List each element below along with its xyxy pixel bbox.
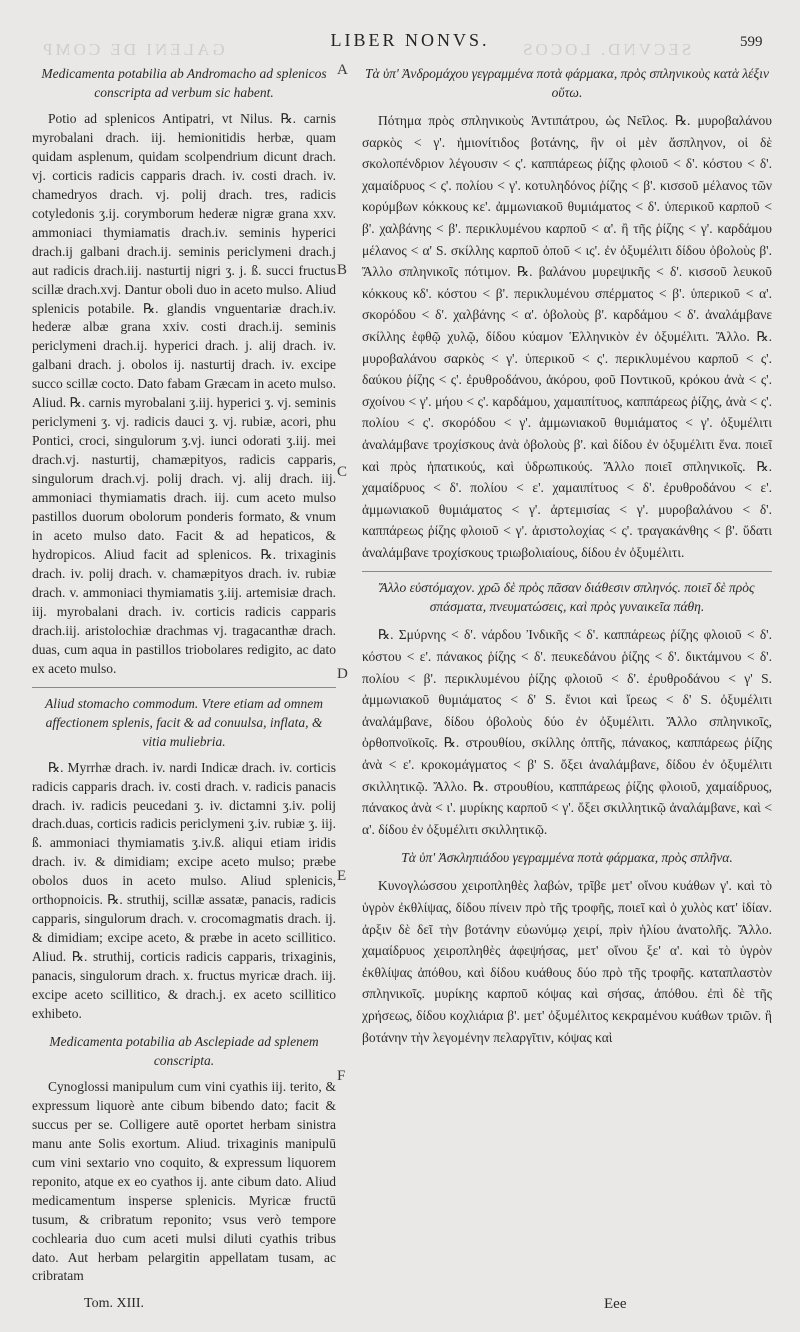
margin-letter: F — [337, 1068, 346, 1084]
divider — [32, 687, 336, 688]
running-title: LIBER NONVS. — [330, 30, 490, 50]
latin-column — [32, 64, 336, 1294]
margin-letter: E — [337, 868, 347, 884]
page-header — [0, 28, 800, 58]
greek-column — [362, 64, 772, 1056]
body-paragraph: Κυνογλώσσου χειροπληθὲς λαβών, τρῖβε μετ' οἴνου κυάθων γ'. καὶ τὸ ὑγρὸν ἐκθλίψας, δίδου πίνειν πρὸ τῆς τροφῆς, ποιεῖ καὶ ὁ χυλὸς κατ' ἰδίαν. ἀρξιν δὲ δεῖ τὴν βοτάνην εὐωνύμῳ χειρί, πρὶν ἡλίου ἀνατολῆς. Ἄλλο. χαμαίδρυος χειροπληθὲς ἀφεψήσας, μετ' οἴνου ξε' α'. καὶ τὸ ὑγρὸν ἐκθλίψας ἀπόθου, καὶ δίδου κυάθους δύο πρὸ τῆς τροφῆς. καταπλαστὸν σπληνικοῖς. μυρίκης καρποῦ κόψας καὶ σήσας, ἀπόθου. ἐπὶ δὲ τῆς χρήσεως, δίδου κοχλιάρια β'. μετ' ὀξυμέλιτος κεκραμένου κυάθων τριῶν. ἢ βοτάνην τὴν λεγομένην πελαργῖτιν, κόψας καὶ — [362, 878, 772, 1045]
margin-letter: A — [337, 62, 348, 78]
margin-letter: B — [337, 262, 348, 278]
section-heading: Aliud stomacho commodum. Vtere etiam ad omnem affectionem splenis, facit & ad conuulsa, inflata, & vitia muliebria. — [44, 695, 324, 749]
section-heading: Medicamenta potabilia ab Asclepiade ad splenem conscripta. — [49, 1033, 319, 1068]
body-paragraph: Potio ad splenicos Antipatri, vt Nilus. ℞. carnis myrobalani drach. iij. hemionitidis herbæ, quam quidam asplenum, quidam scolpendrium dicunt drach. vj. corticis radicis capparis drach. iv. costi drach. iv. chamedryos drach. vj. polij drach. tres, radicis cotyledonis ʒ.ij. corymborum hederæ nigræ grana xxv. ammoniaci thymiamatis drach.iv. seminis hyperici drach.ij galbani drach.ij. seminis periclymeni drach.j aut radicis drach.iij. nasturtij nigri ʒ. j. ß. succi fructus scillæ drach.xvj. Dantur oboli duo in aceto mulso. Aliud splenicis potabile. ℞. glandis vnguentariæ drach.iv. hederæ albæ grana xxiv. costi drach.ij. seminis periclymeni drach.ij. hyperici drach. j. alij drach. iv. galbani drach. j. obolos ij. nasturtij drach. iv. excipe succo scillæ cocto. Dato fabam Græcam in aceto mulso. Aliud. ℞. carnis myrobalani ʒ.iij. hyperici ʒ. vj. seminis periclymeni ʒ. vj. radicis dauci ʒ. vj. rubiæ, acori, phu Pontici, croci, singulorum ʒ.vj. iunci odorati ʒ.iij. mei drach.vj. nasturtij, chamæpityos, radicis capparis, singulorum drach.vj. polij drach. vj. alij drach. iij. ammoniaci thymiamatis drach. iij. cum aceto mulso pastillos duorum obolorum ponderis formato, & vnum in aceto mulso dato. Facit & ad hepaticos, & hydropicos. Aliud facit ad splenicos. ℞. trixaginis drach. iv. polij drach. v. chamæpityos drach. iv. rubiæ drach. v. ammoniaci thymiamatis ʒ.iij. artemisiæ drach. iij. myrobalani drach. iv. corticis radicis capparis drach.iij. aristolochiæ drachmas vj. tragacanthæ drach. duas, cum aqua in pastillos triobolares redigito, ac dato ex aceto mulso. — [32, 111, 336, 676]
volume-signature: Tom. XIII. — [84, 1296, 145, 1311]
page-number: 599 — [740, 34, 763, 50]
margin-letter: C — [337, 464, 348, 480]
body-paragraph: ℞. Myrrhæ drach. iv. nardi Indicæ drach. iv. corticis radicis capparis drach. iv. costi drach. v. radicis panacis drach. iv. radicis peucedani ʒ. iv. dictamni ʒ.iv. polij drach.duas, corticis radicis periclymeni ʒ.iv. rubiæ ʒ. iij. ß. ammoniaci thymiamatis ʒ.iv.ß. aliqui etiam iridis drach. iv. & dimidiam; excipe aceto mulso; præbe obolos duos in aceto mulso. Aliud splenicis, orthopnoicis. ℞. struthij, scillæ assatæ, panacis, radicis capparis, singulorum drach. v. crocomagmatis drach. ij. & dimidiam; excipe aceto, & præbe in aceto scillitico. Aliud. ℞. struthij, corticis radicis capparis, trixaginis, panacis, singulorum drach. x. fructus myricæ drach. iij. excipe aceto scillitico, & drach.j. ex aceto scillitico exhibeto. — [32, 759, 336, 1021]
margin-letter: D — [337, 666, 348, 682]
section-heading: Τὰ ὑπ' Ἀσκληπιάδου γεγραμμένα ποτὰ φάρμακα, πρὸς σπλῆνα. — [401, 850, 733, 866]
gathering-signature: Eee — [604, 1296, 627, 1312]
body-paragraph: ℞. Σμύρνης < δ'. νάρδου Ἰνδικῆς < δ'. καππάρεως ῥίζης φλοιοῦ < δ'. κόστου < ε'. πάνακος ῥίζης < δ'. πευκεδάνου ῥίζης < δ'. δικτάμνου < δ'. πολίου < β'. περικλυμένου ῥίζης φλοιοῦ < δ'. ἐρυθροδάνου < γ' S. ἀμμωνιακοῦ θυμιάματος < δ' S. ἔνιοι καὶ ἴρεως < δ' S. ὀξυμέλιτι ἀναλάμβανε, δίδου ὀβολοὺς δύο ἐν ὀξυμέλιτι. Ἄλλο σπληνικοῖς, ὀρθοπνοϊκοῖς. ℞. στρουθίου, σκίλλης ὀπτῆς, πάνακος, καππάρεως ῥίζης ἀνὰ < ε'. κροκομάγματος < β' S. ὄξει ἀναλάμβανε, δίδου ἐν ὀξυμέλιτι σκιλλητικῷ. Ἄλλο. ℞. στρουθίου, καππάρεως ῥίζης φλοιοῦ, χαμαίδρυος, πάνακος ἀνὰ < ι'. μυρίκης καρποῦ < γ'. ὄξει σκιλλητικῷ ἀναλάμβανε, καὶ < α'. δίδου ἐν ὀξυμέλιτι σκιλλητικῷ. — [362, 627, 772, 837]
bleed-through-text: SECVND. LOCOS — [520, 40, 692, 59]
section-heading: Medicamenta potabilia ab Andromacho ad splenicos conscripta ad verbum sic habent. — [41, 66, 327, 100]
bleed-through-text: GALENI DE COMP — [40, 40, 225, 59]
divider — [362, 571, 772, 572]
section-heading: Ἄλλο εὐστόμαχον. χρῶ δὲ πρὸς πᾶσαν διάθεσιν σπληνός. ποιεῖ δὲ πρὸς σπάσματα, πνευματώσεις, καὶ πρὸς γυναικεῖα πάθη. — [379, 580, 755, 615]
body-paragraph: Πότημα πρὸς σπληνικοὺς Ἀντιπάτρου, ὡς Νεῖλος. ℞. μυροβαλάνου σαρκὸς < γ'. ἡμιονίτιδος βοτάνης, ἣν οἱ μὲν ἄσπληνον, οἱ δὲ σκολοπένδριον λέγουσιν < ς'. καππάρεως ῥίζης φλοιοῦ < δ'. κόστου < δ'. χαμαίδρυος < ς'. πολίου < γ'. κοτυληδόνος ῥίζης < β'. κισσοῦ μέλανος τῶν κορύμβων κόκκους κε'. ἀμμωνιακοῦ θυμιάματος < δ'. ὑπερικοῦ καρποῦ < β'. χαλβάνης < β'. περικλυμένου καρποῦ < α'. ἢ τῆς ῥίζης < γ'. καρδάμου μέλανος < α' S. σκίλλης καρποῦ ὀποῦ < ις'. ἐν ὀξυμέλιτι δίδου ὀβολοὺς β'. Ἄλλο σπληνικοῖς πότιμον. ℞. βαλάνου μυρεψικῆς < δ'. κισσοῦ λευκοῦ κόκκους κδ'. κόστου < β'. περικλυμένου σπέρματος < β'. ὑπερικοῦ < α'. σκορόδου < δ'. χαλβάνης < α'. ὀβολοὺς β'. καρδάμου < δ'. ἀναλάμβανε σκίλλης ἑφθῷ χυλῷ, δίδου κύαμον Ἑλληνικὸν ἐν ὀξυμέλιτι. Ἄλλο. ℞. μυροβαλάνου σαρκὸς < γ'. ὑπερικοῦ < ς'. περικλυμένου καρποῦ < ς'. δαύκου ῥίζης < ς'. ἐρυθροδάνου, ἀκόρου, φοῦ Ποντικοῦ, κρόκου ἀνὰ < ς'. σχοίνου < γ'. μήου < ς'. καρδάμου, χαμαιπίτυος, καππάρεως ῥίζης, ἀνὰ < ς'. πολίου < ς'. σκορόδου < γ'. ἀμμωνιακοῦ θυμιάματος < γ'. ὀξυμέλιτι ἀναλάμβανε τροχίσκους ἀνὰ ὀβολοὺς β'. καὶ δίδου ἐν ὀξυμέλιτι ἕνα. ποιεῖ καὶ πρὸς ἡπατικούς, καὶ ὑδρωπικούς. Ἄλλο ποιεῖ σπληνικοῖς. ℞. χαμαίδρυος < δ'. πολίου < ε'. χαμαιπίτυος < δ'. ἐρυθροδάνου < ε'. ἀμμωνιακοῦ θυμιάματος < γ'. ἀρτεμισίας < γ'. μυροβαλάνου < δ'. καππάρεως ῥίζης φλοιοῦ < γ'. ἀριστολοχίας < ς'. τραγακάνθης < β'. ὕδατι ἀναλάμβανε τροχίσκους τριωβολιαίους, δίδου ἐν ὀξυμέλιτι. — [362, 113, 772, 560]
body-paragraph: Cynoglossi manipulum cum vini cyathis iij. terito, & expressum liquorè ante cibum bibendo dato; facit & succus per se. Colligere autē oportet herbam sinistra manu ante Solis exortum. Aliud. trixaginis manipulū cum vini sextario vno coquito, & expressum liquorem reponito, atque ex eo cyathos ij. ante cibum dato. Aliud medicamentum insperse splenicis. Myricæ fructū tusum, & cribratum reponito; vsus verò tempore cochlearia duo cum aceti mulsi diluti cyathis tribus dato. Aut herbam pelargitin appellatam tusam, ac cribratam — [32, 1078, 336, 1284]
section-heading: Τὰ ὑπ' Ἀνδρομάχου γεγραμμένα ποτὰ φάρμακα, πρὸς σπληνικοὺς κατὰ λέξιν οὕτω. — [364, 66, 770, 100]
